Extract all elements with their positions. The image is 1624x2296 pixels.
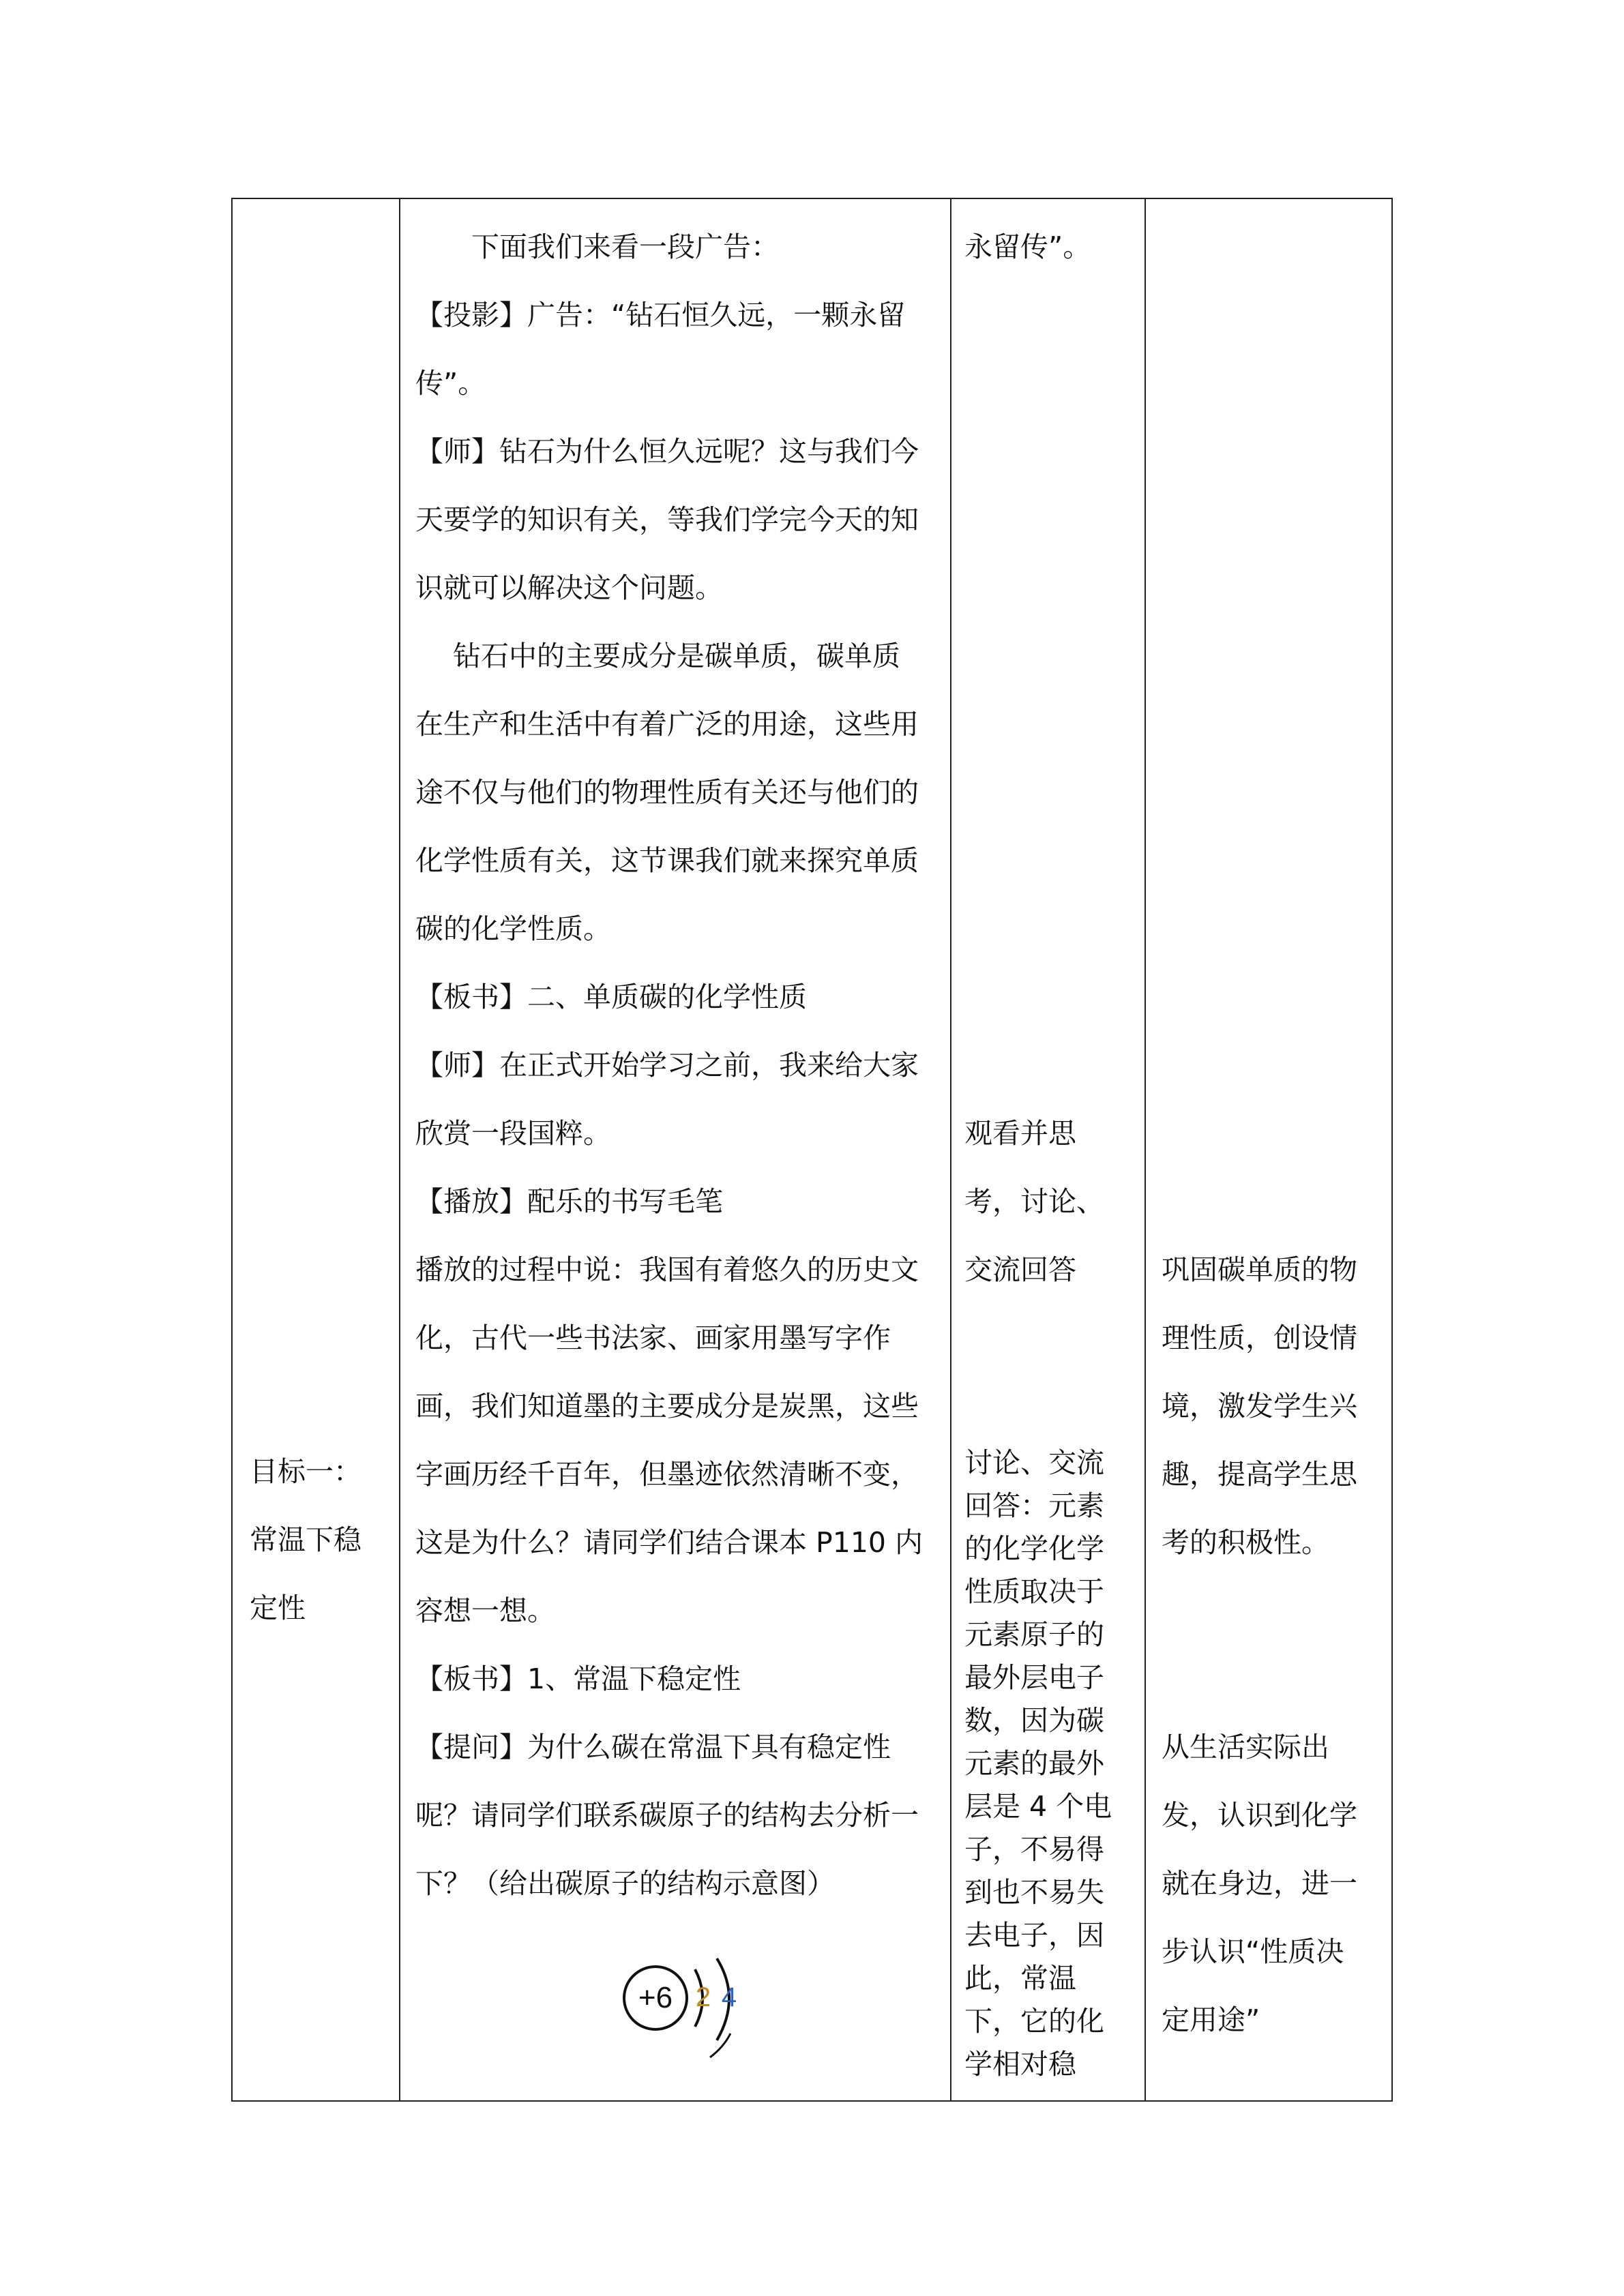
activity-line: 【投影】广告：“钻石恒久远，一颗永留 (415, 299, 906, 331)
activity-line: 化，古代一些书法家、画家用墨写字作 (415, 1322, 891, 1354)
student-answer-line: 子，不易得 (964, 1833, 1104, 1866)
shell-2-electrons: 4 (721, 1982, 737, 2012)
activity-line: 在生产和生活中有着广泛的用途，这些用 (415, 708, 919, 741)
student-watch-line: 观看并思 (964, 1117, 1076, 1150)
goal-title-line-2: 定性 (250, 1592, 306, 1624)
activity-line: 传”。 (415, 367, 486, 400)
carbon-atom-diagram (615, 1945, 792, 2068)
student-answer-line: 学相对稳 (964, 2048, 1076, 2081)
intent-line: 从生活实际出 (1162, 1731, 1329, 1763)
activity-line: 播放的过程中说：我国有着悠久的历史文 (415, 1253, 919, 1286)
activity-line: 容想一想。 (415, 1594, 555, 1627)
intent-line: 发，认识到化学 (1162, 1799, 1357, 1832)
intent-line: 趣，提高学生思 (1162, 1458, 1357, 1491)
student-watch-cell (964, 1099, 1142, 1304)
student-watch-line: 考，讨论、 (964, 1185, 1104, 1218)
electron-shell-tail (710, 2033, 730, 2057)
lesson-plan-table (231, 198, 1393, 2102)
activity-line: 【板书】二、单质碳的化学性质 (415, 981, 807, 1013)
goal-title-line-1: 常温下稳 (250, 1523, 361, 1556)
student-answer-line: 此，常温 (964, 1962, 1076, 1995)
intent-line: 考的积极性。 (1162, 1526, 1329, 1559)
column-divider-3 (1145, 199, 1146, 2100)
student-answer-line: 最外层电子 (964, 1661, 1104, 1694)
student-answer-line: 性质取决于 (964, 1575, 1104, 1608)
teacher-activity-cell (415, 213, 947, 1918)
student-answer-line: 层是 4 个电 (964, 1790, 1112, 1823)
student-answer-line: 讨论、交流 (964, 1446, 1104, 1479)
student-answer-cell (964, 1442, 1142, 2086)
intent-line: 就在身边，进一 (1162, 1867, 1357, 1900)
intent-line: 定用途” (1162, 2003, 1260, 2036)
student-answer-line: 数，因为碳 (964, 1704, 1104, 1737)
activity-line: 天要学的知识有关，等我们学完今天的知 (415, 503, 919, 536)
student-answer-line: 到也不易失 (964, 1876, 1104, 1909)
student-answer-line: 回答：元素 (964, 1489, 1104, 1522)
student-activity-top-cell (964, 213, 1142, 281)
shell-1-electrons: 2 (695, 1982, 711, 2012)
activity-line: 下面我们来看一段广告： (471, 230, 779, 263)
activity-line: 【师】在正式开始学习之前，我来给大家 (415, 1049, 919, 1082)
activity-line: 欣赏一段国粹。 (415, 1117, 611, 1150)
student-answer-line: 去电子，因 (964, 1919, 1104, 1952)
activity-line: 【师】钻石为什么恒久远呢？这与我们今 (415, 435, 919, 468)
goal-cell (250, 1437, 396, 1642)
design-intent-cell-1 (1162, 1236, 1387, 1577)
activity-line: 呢？请同学们联系碳原子的结构去分析一 (415, 1799, 919, 1832)
activity-line: 【播放】配乐的书写毛笔 (415, 1185, 723, 1218)
activity-line: 字画历经千百年，但墨迹依然清晰不变， (415, 1458, 919, 1491)
student-answer-line: 元素的最外 (964, 1747, 1104, 1780)
nucleus-charge: +6 (638, 1981, 673, 2014)
goal-label: 目标一： (250, 1455, 361, 1488)
activity-line: 途不仅与他们的物理性质有关还与他们的 (415, 776, 919, 809)
activity-line: 【板书】1、常温下稳定性 (415, 1663, 741, 1695)
student-watch-line: 交流回答 (964, 1253, 1076, 1286)
activity-line: 钻石中的主要成分是碳单质，碳单质 (453, 640, 900, 672)
activity-line: 下？（给出碳原子的结构示意图） (415, 1867, 835, 1900)
activity-line: 化学性质有关，这节课我们就来探究单质 (415, 844, 919, 877)
intent-line: 步认识“性质决 (1162, 1935, 1344, 1968)
intent-line: 巩固碳单质的物 (1162, 1253, 1357, 1286)
student-answer-line: 元素原子的 (964, 1618, 1104, 1651)
activity-line: 这是为什么？请同学们结合课本 P110 内 (415, 1526, 924, 1559)
intent-line: 理性质，创设情 (1162, 1322, 1357, 1354)
activity-line: 画，我们知道墨的主要成分是炭黑，这些 (415, 1390, 919, 1422)
activity-line: 识就可以解决这个问题。 (415, 571, 723, 604)
student-answer-line: 的化学化学 (964, 1532, 1104, 1565)
column-divider-1 (399, 199, 400, 2100)
intent-line: 境，激发学生兴 (1162, 1390, 1357, 1422)
student-top-line: 永留传”。 (964, 230, 1091, 263)
activity-line: 碳的化学性质。 (415, 912, 611, 945)
design-intent-cell-2 (1162, 1713, 1387, 2054)
column-divider-2 (950, 199, 951, 2100)
activity-line: 【提问】为什么碳在常温下具有稳定性 (415, 1731, 891, 1763)
student-answer-line: 下，它的化 (964, 2005, 1104, 2038)
